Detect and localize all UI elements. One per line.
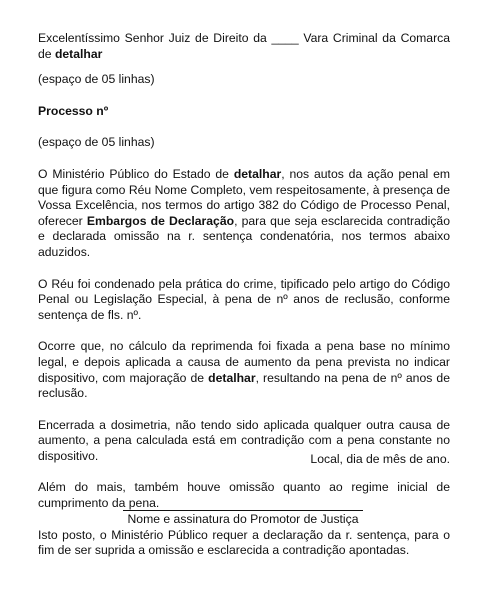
court-number-blank: ____ — [271, 31, 299, 45]
paragraph-1-bold2: Embargos de Declaração — [86, 213, 235, 228]
salutation-part1: Excelentíssimo Senhor Juiz de Direito da — [38, 31, 267, 45]
signature-caption: Nome e assinatura do Promotor de Justiça — [127, 512, 359, 526]
paragraph-5: Além do mais, também houve omissão quanto ao regime inicial de cumprimento da pena. — [38, 480, 450, 511]
paragraph-3-part2: , resultando na pena de nº anos de reclusão. — [38, 370, 450, 401]
signature-line — [123, 510, 363, 511]
paragraph-1 — [38, 167, 450, 261]
paragraph-2: O Réu foi condenado pela prática do crime, tipificado pelo artigo do Código Penal ou Legislação Especial, à pena de nº anos de reclusão, conforme sentença de fls. nº. — [38, 276, 450, 322]
closing-place-date: Local, dia de mês de ano. — [310, 452, 450, 466]
paragraph-6: Isto posto, o Ministério Público requer a declaração da r. sentença, para o fim de ser suprida a omissão e esclarecida a contradição apontadas. — [38, 527, 450, 558]
salutation — [38, 31, 450, 62]
space-note-2: (espaço de 05 linhas) — [38, 135, 155, 150]
salutation-placeholder: detalhar — [54, 46, 103, 61]
paragraph-3-part1: Ocorre que, no cálculo da reprimenda foi fixada a pena base no mínimo legal, e depois aplicada a causa de aumento da pena prevista no indicar dispositivo, com majoração de — [38, 339, 450, 385]
paragraph-1-part2: , nos autos da ação penal em que figura como Réu Nome Completo, vem respeitosamente, à presença de Vossa Excelência, nos termos do artigo 382 do Código de Processo Penal, oferecer — [38, 166, 450, 228]
paragraph-1-part1: O Ministério Público do Estado de — [38, 166, 234, 181]
salutation-part2: Vara Criminal da Comarca de — [38, 31, 451, 61]
paragraph-3-bold: detalhar — [208, 370, 256, 385]
process-label — [38, 104, 450, 120]
paragraph-1-bold1: detalhar — [233, 166, 282, 181]
space-note-1: (espaço de 05 linhas) — [38, 72, 155, 87]
paragraph-1-part3: , para que seja esclarecida contradição e declarada omissão na r. sentença condenatória, nos termos abaixo aduzidos. — [38, 213, 450, 259]
paragraph-4: Encerrada a dosimetria, não tendo sido aplicada qualquer outra causa de aumento, a pena calculada está em contradição com a pena constante no dispositivo. — [38, 417, 450, 463]
paragraph-3 — [38, 339, 450, 401]
signature-block — [123, 510, 363, 528]
process-label-text: Processo nº — [38, 103, 109, 118]
